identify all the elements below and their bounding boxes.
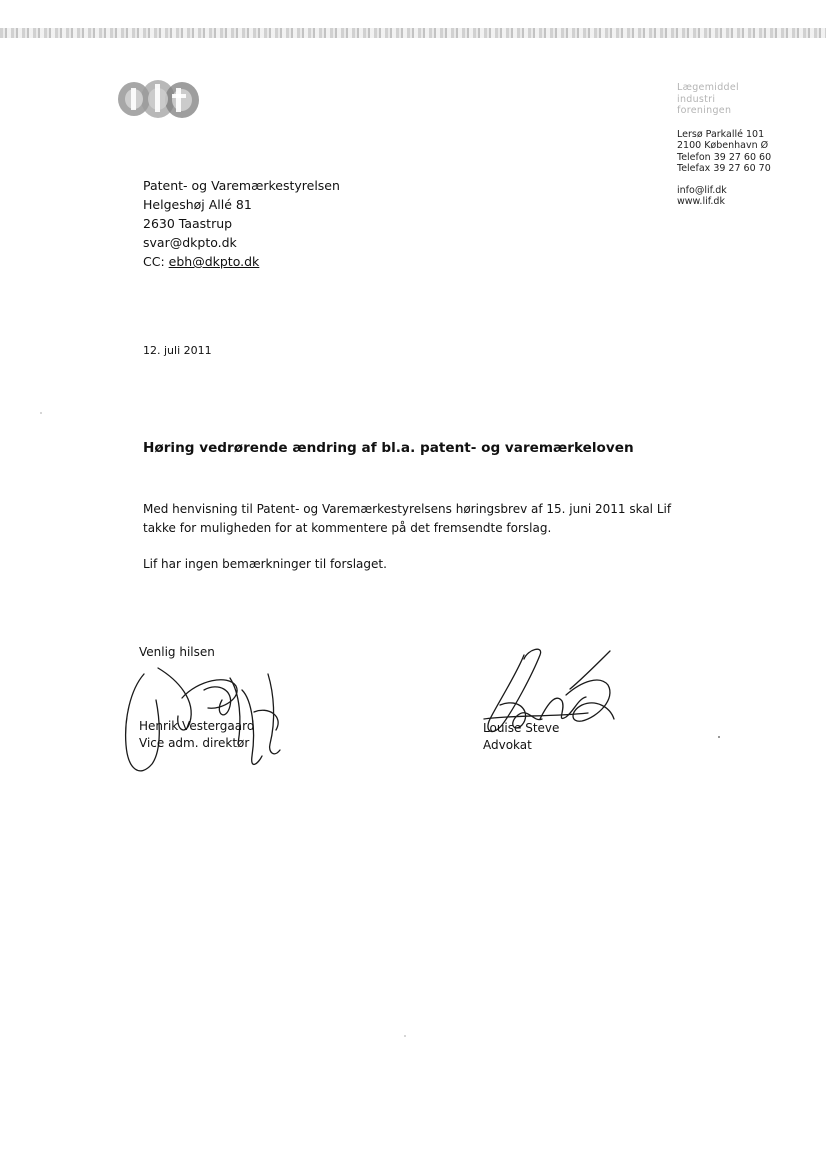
scan-speck: [718, 736, 720, 738]
letter-body: [143, 500, 703, 591]
signer-name: Henrik Vestergaard: [139, 719, 255, 733]
sender-tagline-line: industri: [677, 93, 716, 105]
signer-name: Louise Steve: [483, 721, 560, 735]
recipient-line: 2630 Taastrup: [143, 216, 233, 231]
recipient-email: svar@dkpto.dk: [143, 235, 237, 250]
sender-phone: Telefon 39 27 60 60: [677, 151, 772, 163]
lif-logo: [112, 74, 204, 124]
signer-henrik: [139, 718, 254, 752]
signer-title: Advokat: [483, 738, 532, 752]
sender-address-line: Lersø Parkallé 101: [677, 128, 765, 140]
scan-speck: [404, 1035, 406, 1037]
scan-speck: [40, 412, 42, 414]
sender-tagline-line: foreningen: [677, 105, 732, 116]
cc-label: CC:: [143, 254, 165, 269]
sender-block: [677, 82, 771, 208]
recipient-line: Patent- og Varemærkestyrelsen: [143, 178, 340, 193]
scan-artifact-strip: [0, 28, 826, 38]
sender-tagline-line: Lægemiddel: [677, 82, 739, 93]
cc-email-link[interactable]: ebh@dkpto.dk: [168, 254, 260, 269]
recipient-address: [143, 176, 340, 271]
letter-date: 12. juli 2011: [143, 344, 212, 357]
sender-email: info@lif.dk: [677, 184, 727, 196]
signer-title: Vice adm. direktør: [139, 736, 250, 750]
letter-subject: Høring vedrørende ændring af bl.a. patent- og varemærkeloven: [143, 440, 634, 456]
sender-address-line: 2100 København Ø: [677, 140, 769, 151]
body-paragraph: Med henvisning til Patent- og Varemærkestyrelsens høringsbrev af 15. juni 2011 skal Lif takke for muligheden for at kommentere på det fremsendte forslag.: [143, 502, 672, 535]
sender-website: www.lif.dk: [677, 196, 725, 207]
closing-greeting: Venlig hilsen: [139, 645, 215, 659]
signer-louise: [483, 720, 559, 754]
body-paragraph: Lif har ingen bemærkninger til forslaget.: [143, 557, 387, 571]
cc-line: [143, 252, 340, 271]
sender-fax: Telefax 39 27 60 70: [677, 163, 771, 174]
recipient-line: Helgeshøj Allé 81: [143, 197, 252, 212]
